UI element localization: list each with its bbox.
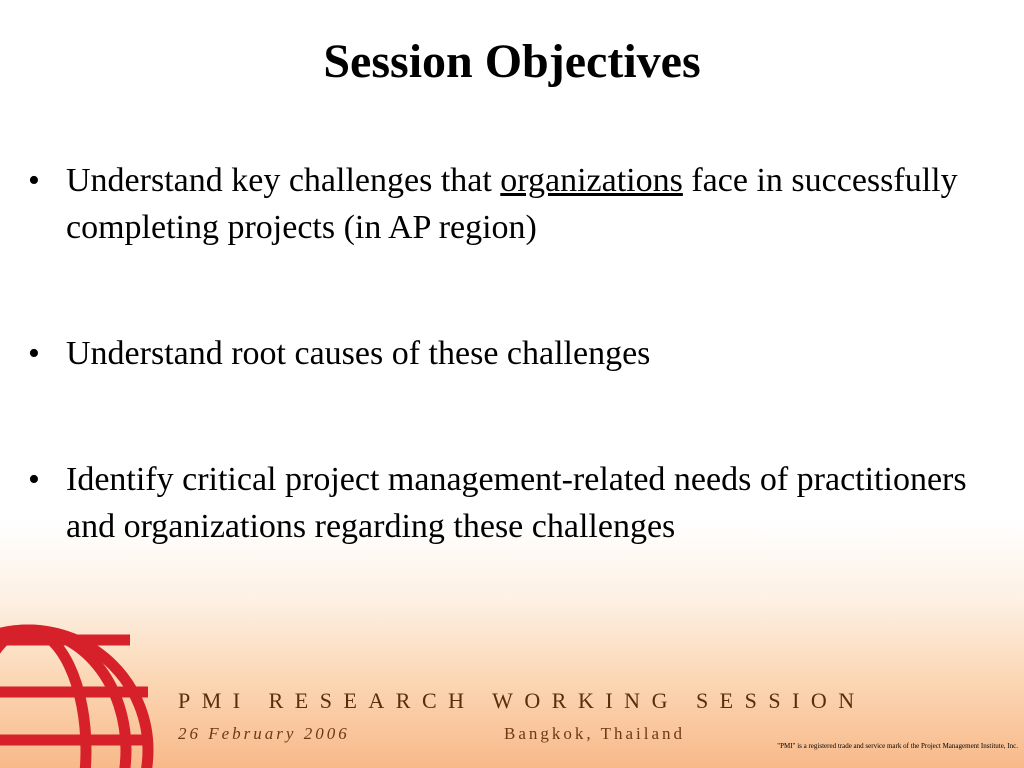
bullet-text-continued: face in successfully completing projects (in AP region): [66, 162, 958, 246]
bullet-text: Understand root causes of these challenges: [66, 335, 651, 372]
list-item: [28, 330, 1008, 377]
bullet-glyph: •: [28, 335, 40, 372]
trademark-note: "PMI" is a registered trade and service mark of the Project Management Institute, Inc.: [777, 742, 1018, 750]
objectives-list: [28, 157, 1008, 550]
list-item: [28, 157, 1008, 251]
underlined-term: organizations: [500, 162, 683, 199]
bullet-glyph: •: [28, 461, 40, 498]
bullet-text: Understand key challenges that: [66, 162, 501, 199]
footer-session-title: PMI RESEARCH WORKING SESSION: [178, 688, 866, 713]
slide-title: Session Objectives: [323, 35, 701, 88]
bullet-text: Identify critical project management-related needs of practitioners and organizations regarding these challenges: [66, 461, 967, 545]
list-item: [28, 456, 1008, 550]
bullet-glyph: •: [28, 162, 40, 199]
footer-location: Bangkok, Thailand: [504, 724, 685, 743]
footer-date: 26 February 2006: [178, 724, 350, 743]
globe-icon: [0, 600, 170, 768]
